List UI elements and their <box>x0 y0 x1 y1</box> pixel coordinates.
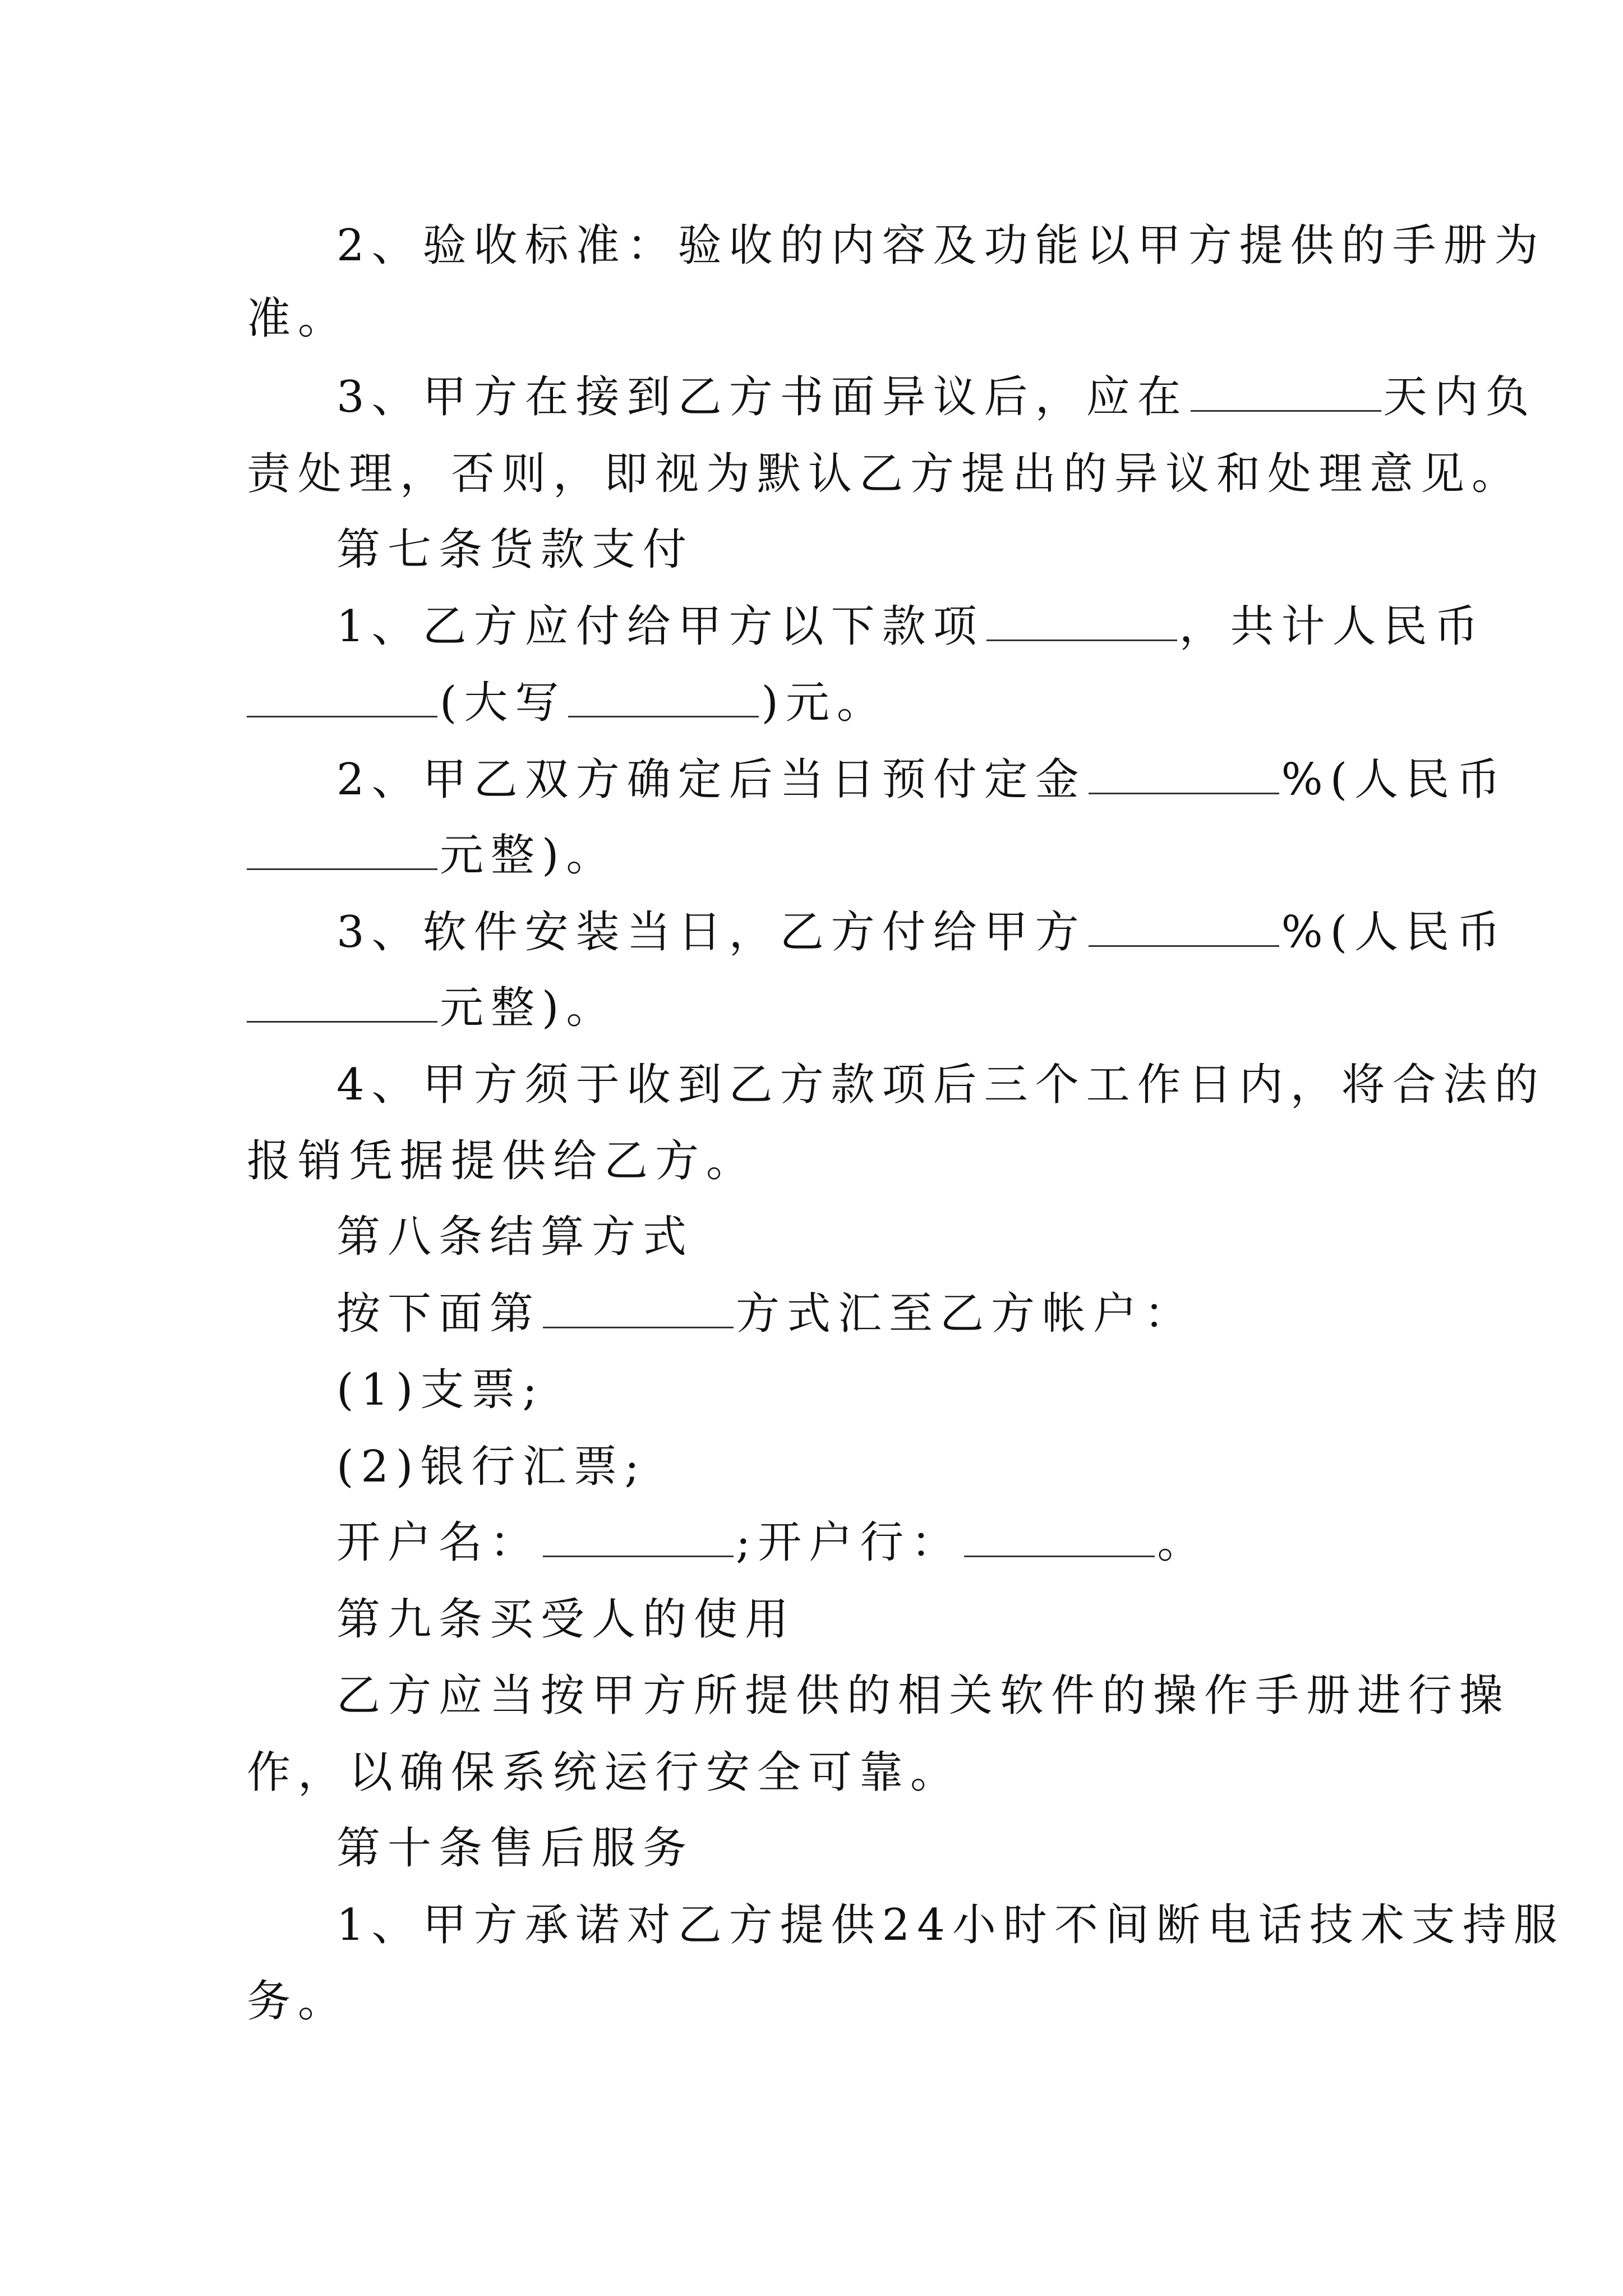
paragraph-line <box>247 672 888 734</box>
heading-text: 第九条买受人的使用 <box>336 1594 796 1645</box>
paragraph-line <box>336 1283 1195 1345</box>
paragraph-line <box>336 1512 1208 1573</box>
paragraph-line <box>247 288 349 349</box>
line-text: (2)银行汇票; <box>336 1442 647 1492</box>
section-heading <box>336 1589 796 1650</box>
line-text: 元整)。 <box>440 830 617 881</box>
paragraph-line <box>336 1665 1510 1727</box>
line-text: 4、甲方须于收到乙方款项后三个工作日内，将合法的 <box>336 1060 1546 1110</box>
line-text: 准。 <box>247 293 349 344</box>
line-text: 务。 <box>247 1976 349 2027</box>
line-text: 乙方应当按甲方所提供的相关软件的操作手册进行操 <box>336 1671 1511 1721</box>
fill-in-blank <box>1089 752 1279 794</box>
line-text: 2、甲乙双方确定后当日预付定金 <box>336 754 1086 805</box>
line-text: 元整)。 <box>440 983 617 1033</box>
paragraph-line <box>336 749 1507 811</box>
paragraph-line <box>247 443 1523 505</box>
line-text: ，共计人民币 <box>1179 601 1486 652</box>
fill-in-blank <box>543 1286 734 1328</box>
line-text: (1)支票; <box>336 1365 545 1415</box>
line-text: )元。 <box>761 678 888 728</box>
fill-in-blank <box>543 1515 734 1557</box>
fill-in-blank <box>247 828 437 870</box>
fill-in-blank <box>1191 370 1381 412</box>
list-item <box>336 1359 545 1421</box>
fill-in-blank <box>568 675 759 717</box>
paragraph-line <box>247 1130 757 1192</box>
line-text: 2、验收标准：验收的内容及功能以甲方提供的手册为 <box>336 220 1546 271</box>
heading-text: 第七条货款支付 <box>336 524 694 575</box>
paragraph-line <box>336 215 1546 277</box>
fill-in-blank <box>986 599 1177 641</box>
line-text: %(人民币 <box>1281 754 1508 805</box>
section-heading <box>336 1818 694 1879</box>
line-text: 。 <box>1157 1517 1209 1568</box>
paragraph-line <box>336 1894 1565 1956</box>
paragraph-line <box>336 596 1486 657</box>
line-text: 作，以确保系统运行安全可靠。 <box>247 1747 962 1798</box>
paragraph-line <box>247 1742 961 1803</box>
line-text: 按下面第 <box>336 1289 541 1339</box>
line-text: 3、甲方在接到乙方书面异议后，应在 <box>336 372 1188 422</box>
paragraph-line <box>336 901 1507 963</box>
line-text: 报销凭据提供给乙方。 <box>247 1136 758 1186</box>
line-text: 责处理，否则，即视为默认乙方提出的异议和处理意见。 <box>247 449 1523 499</box>
heading-text: 第十条售后服务 <box>336 1823 694 1874</box>
paragraph-line <box>247 1971 349 2032</box>
fill-in-blank <box>964 1515 1155 1557</box>
line-text: 3、软件安装当日，乙方付给甲方 <box>336 907 1086 958</box>
section-heading <box>336 519 694 581</box>
paragraph-line <box>247 977 617 1039</box>
section-heading <box>336 1206 694 1268</box>
fill-in-blank <box>1089 905 1279 947</box>
paragraph-line <box>336 1054 1546 1116</box>
line-text: 1、甲方承诺对乙方提供24小时不间断电话技术支持服 <box>336 1900 1565 1950</box>
fill-in-blank <box>247 675 437 717</box>
line-text: 方式汇至乙方帐户： <box>736 1289 1196 1339</box>
line-text: 1、乙方应付给甲方以下款项 <box>336 601 984 652</box>
line-text: ;开户行： <box>736 1517 962 1568</box>
list-item <box>336 1436 647 1498</box>
line-text: 开户名： <box>336 1517 541 1568</box>
line-text: %(人民币 <box>1281 907 1508 958</box>
paragraph-line <box>336 366 1537 428</box>
paragraph-line <box>247 825 617 886</box>
line-text: (大写 <box>440 678 566 728</box>
fill-in-blank <box>247 981 437 1023</box>
line-text: 天内负 <box>1383 372 1537 422</box>
heading-text: 第八条结算方式 <box>336 1212 694 1262</box>
